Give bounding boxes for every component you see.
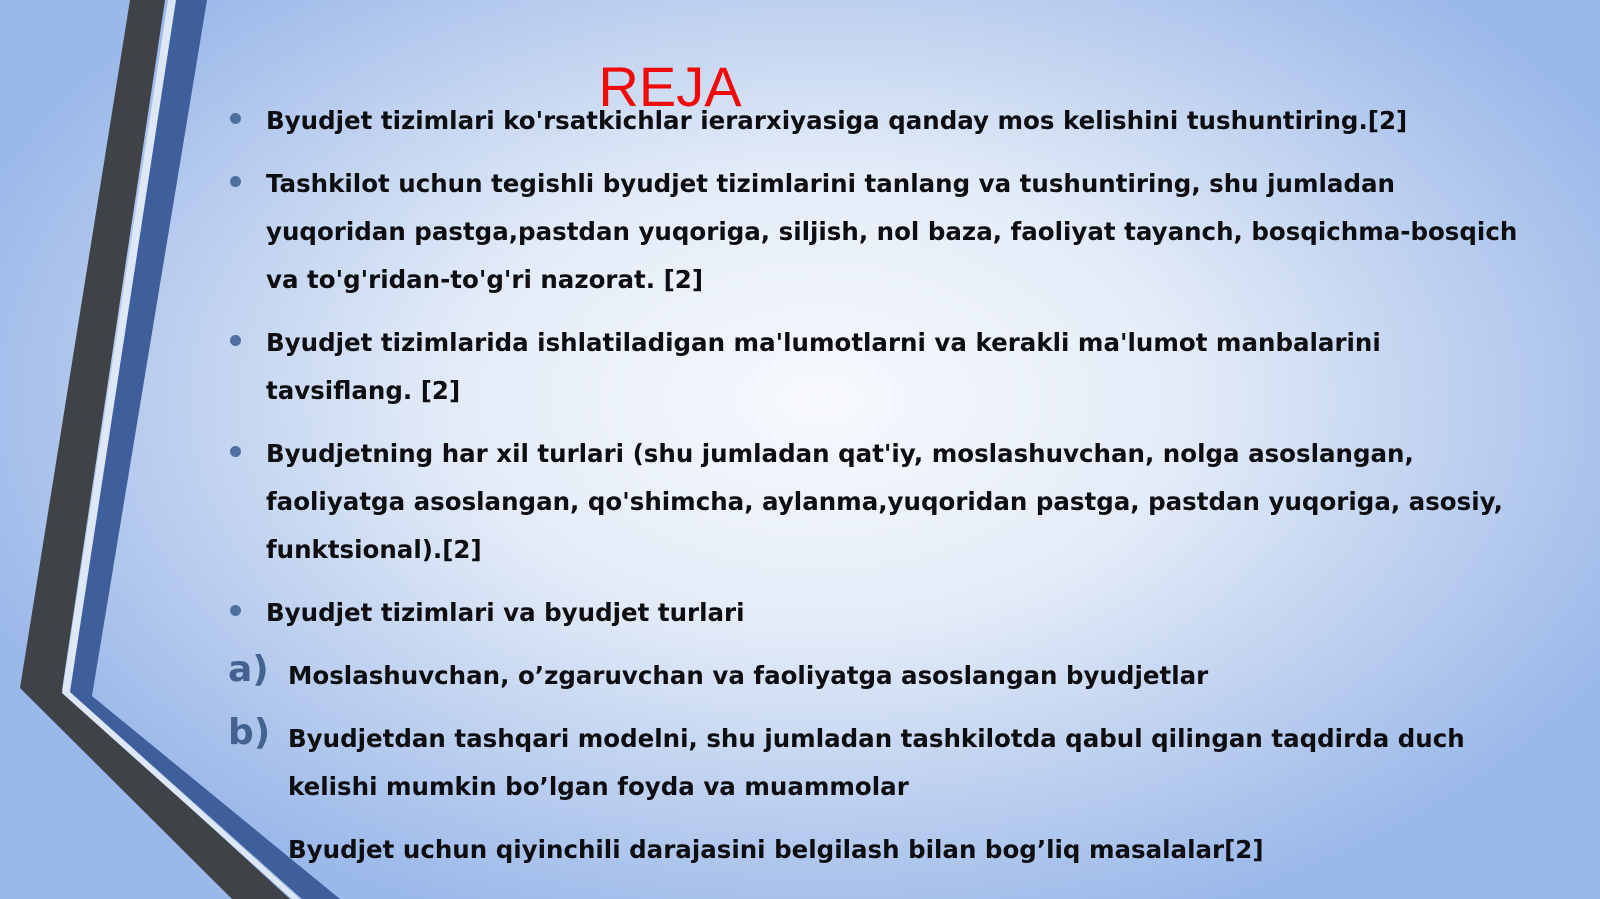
- list-marker: b): [228, 712, 271, 753]
- bullet-item: [228, 97, 1528, 145]
- lettered-item-a: [228, 649, 1528, 700]
- bullet-dot-icon: [230, 113, 241, 124]
- bullet-dot-icon: [230, 446, 241, 457]
- bullet-text: Byudjet tizimlarida ishlatiladigan ma'lumotlarni va kerakli ma'lumot manbalarini tavsiflang. [2]: [266, 328, 1381, 405]
- lettered-text: Byudjetdan tashqari modelni, shu jumladan tashkilotda qabul qilingan taqdirda duch kelishi mumkin bo’lgan foyda va muammolar: [288, 724, 1465, 801]
- bullet-text: Byudjet tizimlari va byudjet turlari: [266, 598, 745, 627]
- bullet-item: [228, 589, 1528, 637]
- bullet-text: Tashkilot uchun tegishli byudjet tizimlarini tanlang va tushuntiring, shu jumladan yuqoridan pastga,pastdan yuqoriga, siljish, nol baza, faoliyat tayanch, bosqichma-bosqich va to'g'ridan-to'g'ri nazorat. [2]: [266, 169, 1518, 294]
- list-marker: a): [228, 649, 269, 690]
- bullet-text: Byudjet tizimlari ko'rsatkichlar ierarxiyasiga qanday mos kelishini tushuntiring.[2]: [266, 106, 1408, 135]
- bullet-dot-icon: [230, 176, 241, 187]
- bullet-dot-icon: [230, 335, 241, 346]
- bullet-item: [228, 430, 1528, 574]
- slide-title: REJA: [598, 55, 742, 118]
- final-line: Byudjet uchun qiyinchili darajasini belgilash bilan bog’liq masalalar[2]: [288, 835, 1264, 864]
- bullet-text: Byudjetning har xil turlari (shu jumladan qat'iy, moslashuvchan, nolga asoslangan, faoliyatga asoslangan, qo'shimcha, aylanma,yuqoridan pastga, pastdan yuqoriga, asosiy, funktsional).[2]: [266, 439, 1503, 564]
- lettered-item-b: [228, 712, 1528, 811]
- slide-content: [228, 97, 1528, 874]
- bullet-item: [228, 160, 1528, 304]
- lettered-text: Moslashuvchan, o’zgaruvchan va faoliyatga asoslangan byudjetlar: [288, 661, 1209, 690]
- bullet-item: [228, 319, 1528, 415]
- bullet-dot-icon: [230, 605, 241, 616]
